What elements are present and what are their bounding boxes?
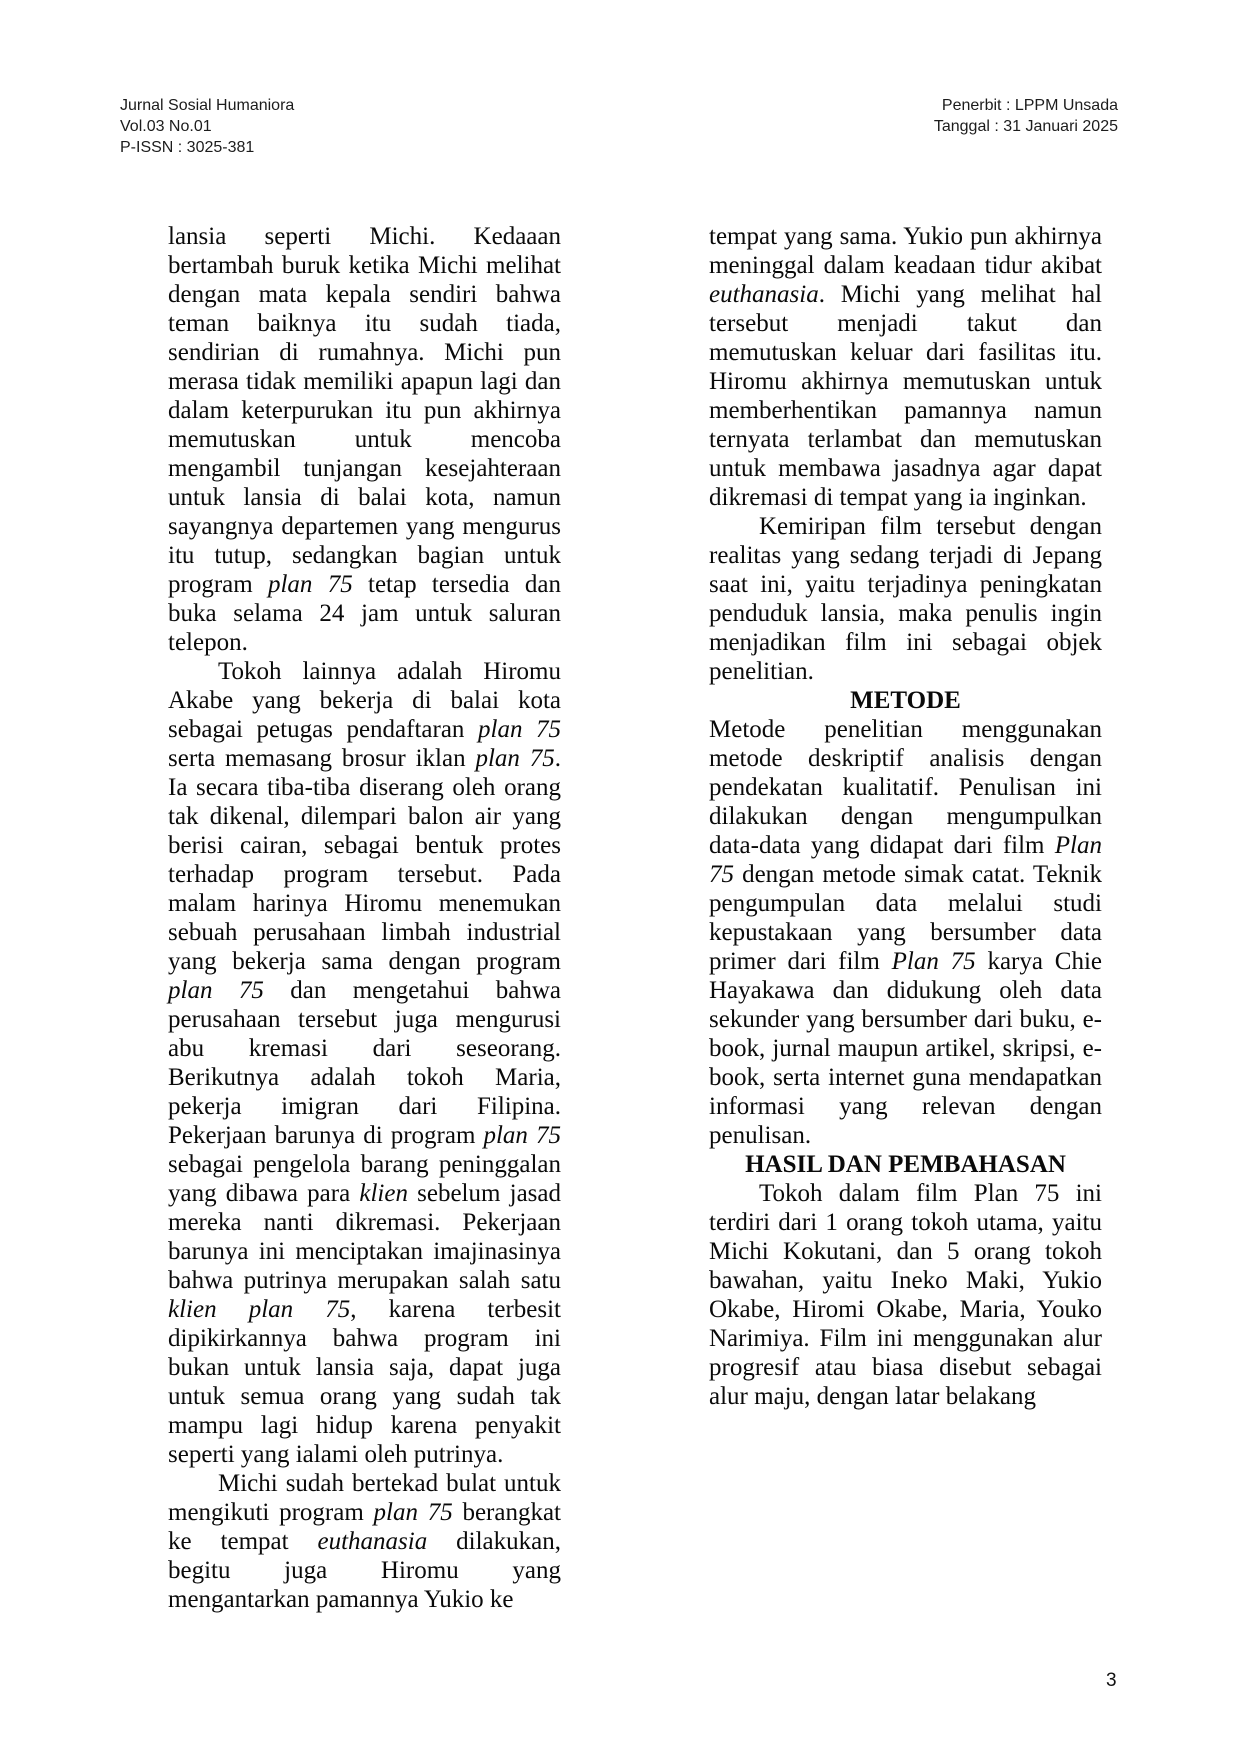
page-header <box>120 95 1118 158</box>
publish-date: Tanggal : 31 Januari 2025 <box>933 118 1118 135</box>
publisher-info-block <box>934 95 1118 158</box>
column-right <box>709 222 1102 1614</box>
article-body <box>168 222 1102 1614</box>
journal-title: Jurnal Sosial Humaniora <box>120 97 295 114</box>
journal-volume: Vol.03 No.01 <box>120 118 212 135</box>
journal-info-block <box>120 95 294 158</box>
hasil-heading: HASIL DAN PEMBAHASAN <box>745 1151 1066 1178</box>
paragraph-tokoh-dalam-film: Tokoh dalam film Plan 75 ini terdiri dari 1 orang tokoh utama, yaitu Michi Kokutani, dan 5 orang tokoh bawahan, yaitu Ineko Maki, Yukio Okabe, Hiromi Okabe, Maria, Youko Narimiya. Film ini menggunakan alur progresif atau biasa disebut sebagai alur maju, dengan latar belakang <box>709 1180 1102 1410</box>
paragraph-lansia-continuation: lansia seperti Michi. Kedaaan bertambah buruk ketika Michi melihat dengan mata kepala sendiri bahwa teman baiknya itu sudah tiada, sendirian di rumahnya. Michi pun merasa tidak memiliki apapun lagi dan dalam keterpurukan itu pun akhirnya memutuskan untuk mencoba mengambil tunjangan kesejahteraan untuk lansia di balai kota, namun sayangnya departemen yang mengurus itu tutup, sedangkan bagian untuk program plan 75 tetap tersedia dan buka selama 24 jam untuk saluran telepon. <box>168 223 561 656</box>
paragraph-metode-penelitian: Metode penelitian menggunakan metode deskriptif analisis dengan pendekatan kualitatif. Penulisan ini dilakukan dengan mengumpulkan data-data yang didapat dari film Plan 75 dengan metode simak catat. Teknik pengumpulan data melalui studi kepustakaan yang bersumber data primer dari film Plan 75 karya Chie Hayakawa dan didukung oleh data sekunder yang bersumber dari buku, e-book, jurnal maupun artikel, skripsi, e-book, serta internet guna mendapatkan informasi yang relevan dengan penulisan. <box>709 716 1102 1149</box>
paragraph-kemiripan-film: Kemiripan film tersebut dengan realitas yang sedang terjadi di Jepang saat ini, yaitu terjadinya peningkatan penduduk lansia, maka penulis ingin menjadikan film ini sebagai objek penelitian. <box>709 513 1102 685</box>
metode-heading: METODE <box>850 687 961 714</box>
journal-issn: P-ISSN : 3025-381 <box>120 139 255 156</box>
column-left <box>168 222 561 1614</box>
paragraph-tokoh-lainnya: Tokoh lainnya adalah Hiromu Akabe yang bekerja di balai kota sebagai petugas pendaftaran plan 75 serta memasang brosur iklan plan 75. Ia secara tiba-tiba diserang oleh orang tak dikenal, dilempari balon air yang berisi cairan, sebagai bentuk protes terhadap program tersebut. Pada malam harinya Hiromu menemukan sebuah perusahaan limbah industrial yang bekerja sama dengan program plan 75 dan mengetahui bahwa perusahaan tersebut juga mengurusi abu kremasi dari seseorang. Berikutnya adalah tokoh Maria, pekerja imigran dari Filipina. Pekerjaan barunya di program plan 75 sebagai pengelola barang peninggalan yang dibawa para klien sebelum jasad mereka nanti dikremasi. Pekerjaan barunya ini menciptakan imajinasinya bahwa putrinya merupakan salah satu klien plan 75, karena terbesit dipikirkannya bahwa program ini bukan untuk lansia saja, dapat juga untuk semua orang yang sudah tak mampu lagi hidup karena penyakit seperti yang ialami oleh putrinya. <box>168 658 562 1468</box>
paragraph-tempat-yang-sama: tempat yang sama. Yukio pun akhirnya meninggal dalam keadaan tidur akibat euthanasia. Michi yang melihat hal tersebut menjadi takut dan memutuskan keluar dari fasilitas itu. Hiromu akhirnya memutuskan untuk memberhentikan pamannya namun ternyata terlambat dan memutuskan untuk membawa jasadnya agar dapat dikremasi di tempat yang ia inginkan. <box>709 223 1102 511</box>
publisher-name: Penerbit : LPPM Unsada <box>941 97 1118 114</box>
page-number: 3 <box>1106 1670 1117 1691</box>
paragraph-michi-bertekad: Michi sudah bertekad bulat untuk mengikuti program plan 75 berangkat ke tempat euthanasia dilakukan, begitu juga Hiromu yang mengantarkan pamannya Yukio ke <box>168 1470 562 1613</box>
